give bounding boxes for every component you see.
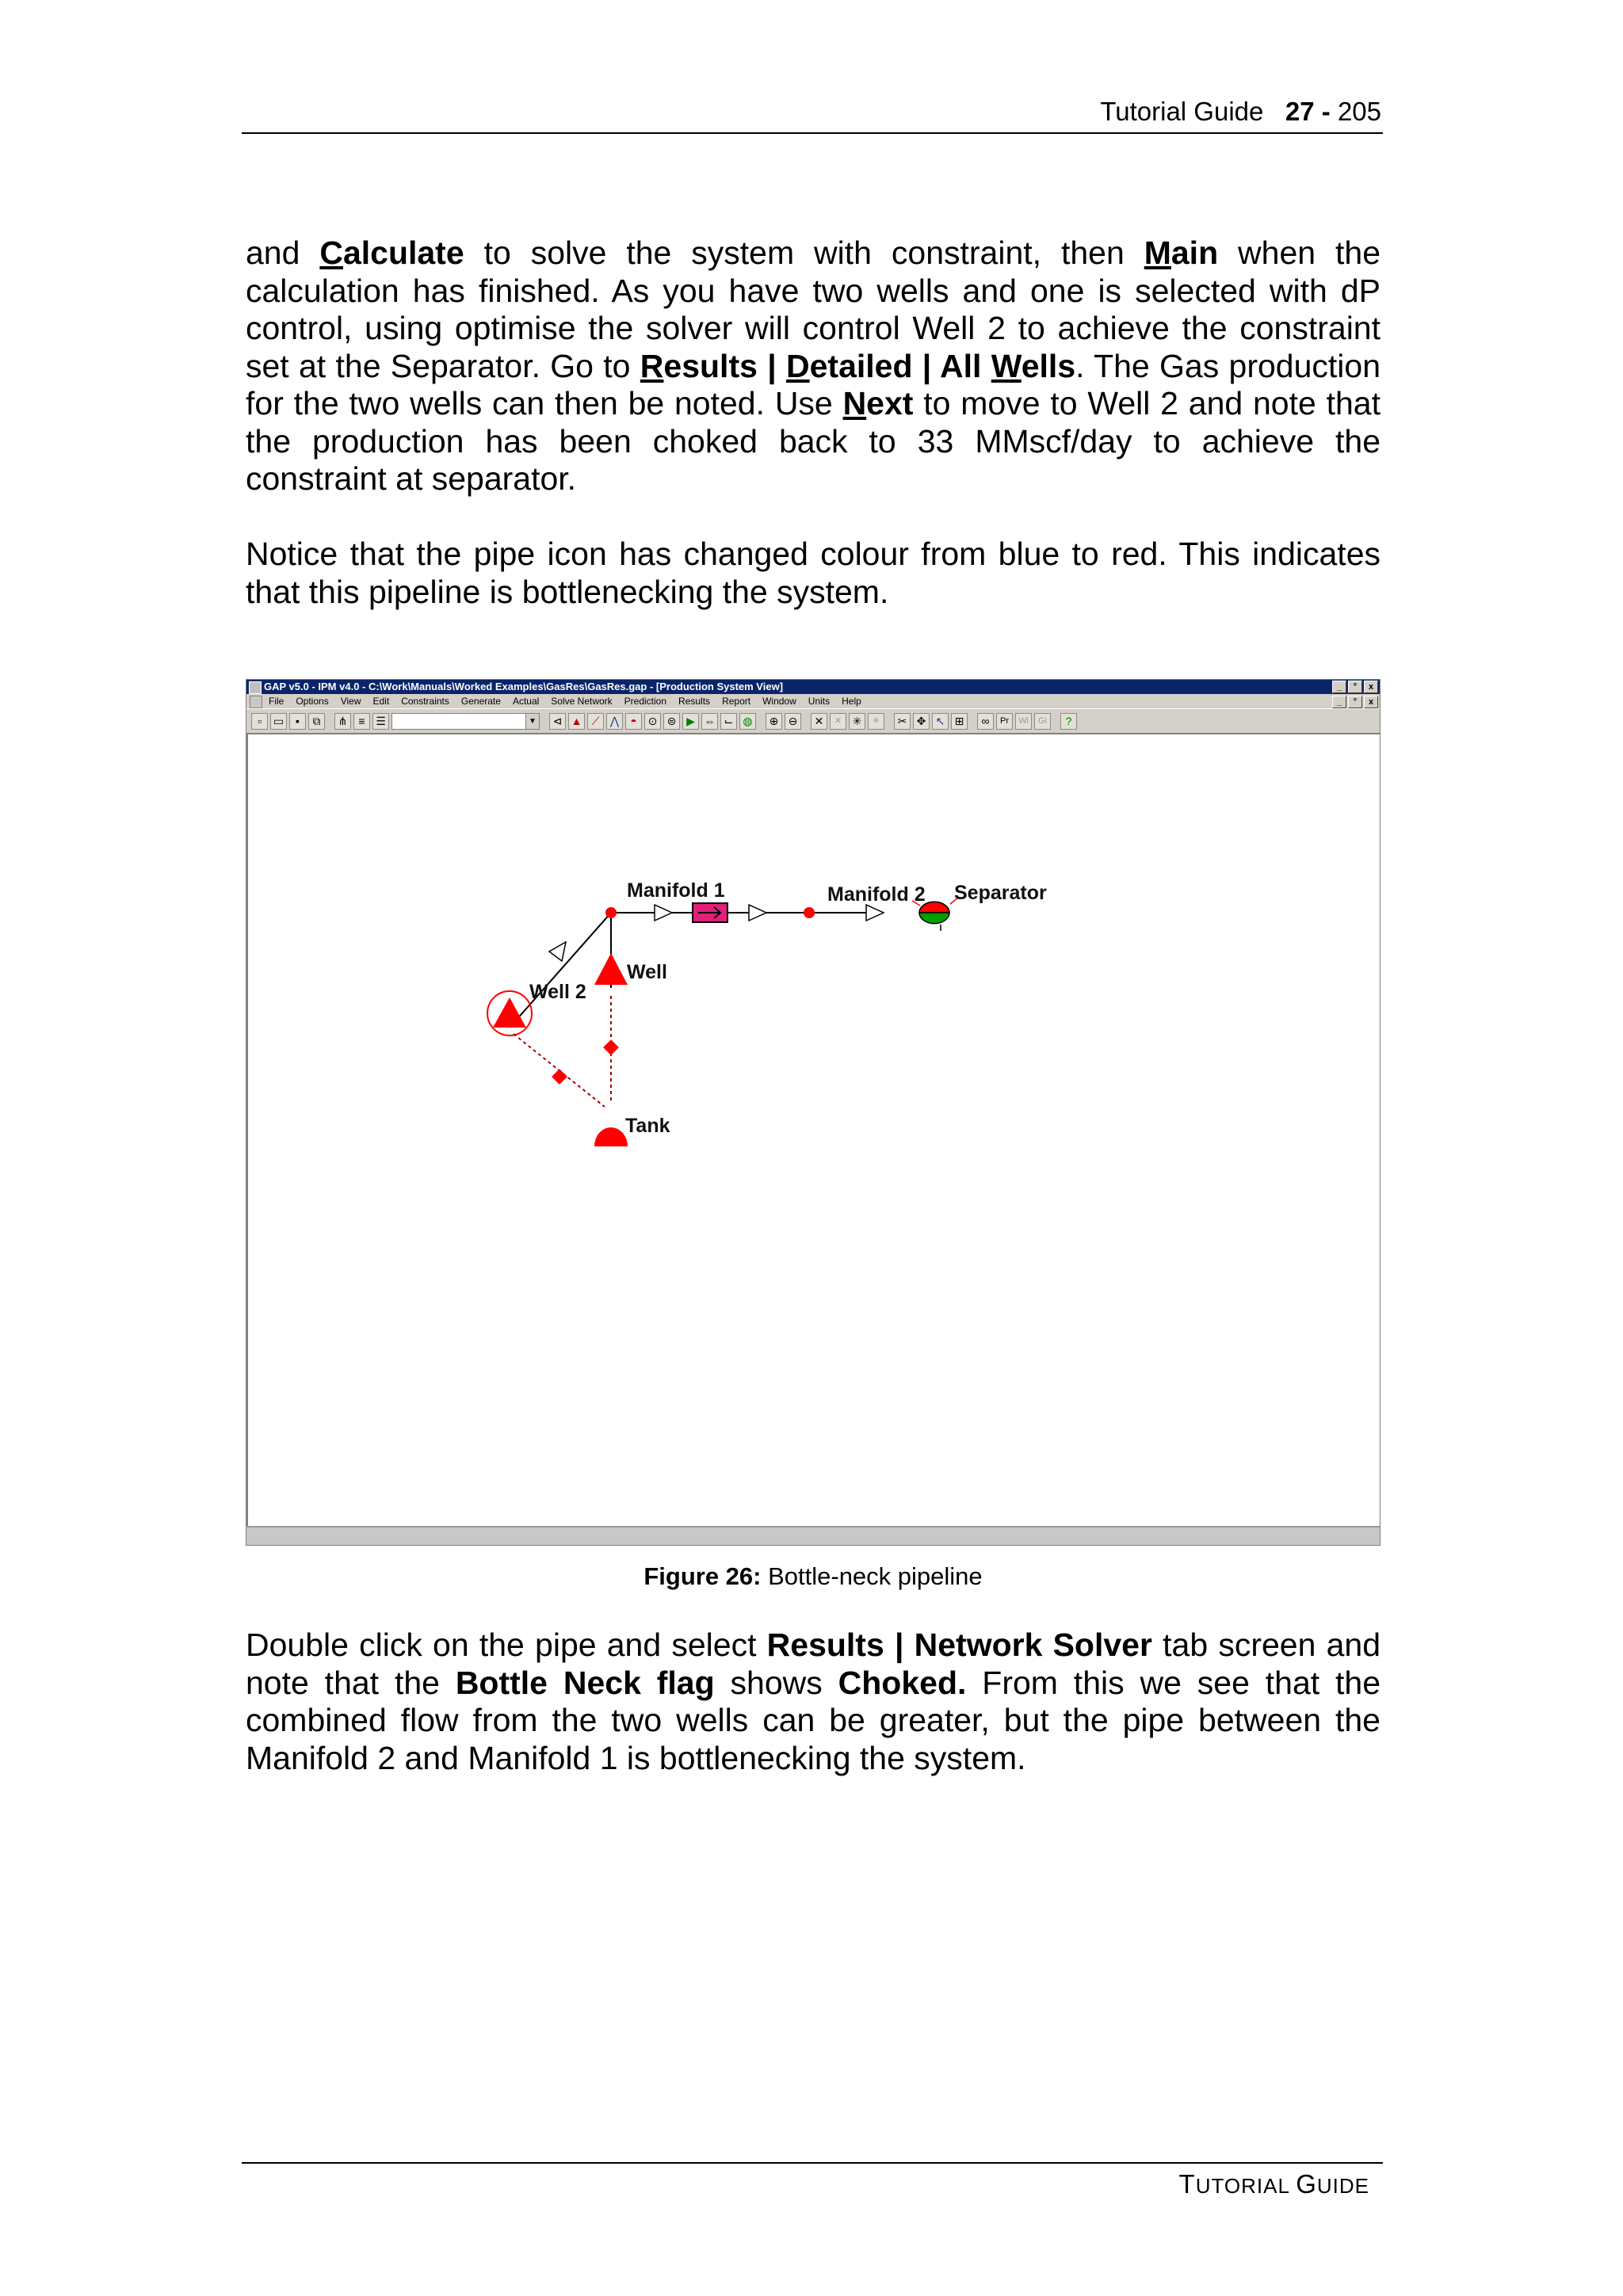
menu-options[interactable]: Options bbox=[296, 696, 329, 707]
results-command bbox=[640, 348, 1075, 384]
delete-icon[interactable]: ✕ bbox=[811, 713, 827, 730]
text: and bbox=[246, 235, 320, 271]
figure-label: Figure 26: bbox=[643, 1562, 762, 1590]
results-network-solver-command: Results | Network Solver bbox=[766, 1627, 1152, 1663]
globe-icon[interactable]: ◍ bbox=[739, 713, 756, 730]
document-window-buttons bbox=[1332, 696, 1378, 708]
window-buttons bbox=[1332, 681, 1378, 693]
footer-letter: T bbox=[1178, 2169, 1196, 2199]
copy-icon[interactable]: ⧉ bbox=[308, 713, 325, 730]
open-folder-icon[interactable]: ▭ bbox=[270, 713, 287, 730]
toolbar-gi-button[interactable]: Gi bbox=[1034, 713, 1051, 730]
list-icon[interactable]: ☰ bbox=[372, 713, 389, 730]
text: esults bbox=[663, 347, 758, 384]
hotkey: C bbox=[319, 235, 343, 271]
text: From this we see that the combined flow from the two wells can be greater, but the pipe between the Manifold 2 and Manifold 1 is bottlenecking the system. bbox=[246, 1664, 1381, 1776]
text: ext bbox=[866, 385, 914, 421]
toolbar-wi-button[interactable]: Wi bbox=[1015, 713, 1032, 730]
tank-label: Tank bbox=[625, 1115, 670, 1137]
print-icon[interactable]: ≡ bbox=[353, 713, 370, 730]
tank-link-node-icon bbox=[552, 1069, 567, 1085]
help-icon[interactable]: ? bbox=[1060, 713, 1077, 730]
text: when the calculation has finished. As you have two wells and one is selected with dP control, using optimise the solver will control Well 2 to achieve the constraint set at the Separator. Go to bbox=[246, 235, 1381, 384]
maximize-button[interactable]: ° bbox=[1348, 681, 1362, 693]
tank-tool-icon[interactable]: ◓ bbox=[625, 713, 642, 730]
text: tab screen and note that the bbox=[246, 1627, 1381, 1701]
header-title: Tutorial Guide bbox=[1100, 97, 1264, 126]
horizontal-scrollbar[interactable] bbox=[246, 1526, 1380, 1545]
manifold2-joint-icon bbox=[804, 907, 815, 918]
tree-icon[interactable]: ⋔ bbox=[334, 713, 351, 730]
footer-rule bbox=[242, 2162, 1383, 2164]
text: to move to Well 2 and note that the production has been choked back to 33 MMscf/day to achieve the constraint at separator. bbox=[246, 385, 1381, 497]
next-command bbox=[843, 385, 914, 421]
disable-icon[interactable]: ✕ bbox=[830, 713, 846, 730]
text: ells bbox=[1021, 347, 1076, 384]
binoculars-icon[interactable]: ∞ bbox=[977, 713, 994, 730]
cut-icon[interactable]: ✂ bbox=[894, 713, 911, 730]
tank-icon bbox=[594, 1127, 628, 1146]
well-tool-icon[interactable]: ▲ bbox=[568, 713, 585, 730]
menu-generate[interactable]: Generate bbox=[460, 696, 501, 707]
text: shows bbox=[714, 1664, 838, 1701]
menu-results[interactable]: Results bbox=[678, 696, 711, 707]
hotkey: R bbox=[640, 347, 664, 384]
gap-screenshot bbox=[246, 679, 1381, 1546]
header-rule bbox=[242, 132, 1383, 134]
footer-letters: UTORIAL bbox=[1195, 2174, 1296, 2198]
well2-label: Well 2 bbox=[529, 981, 586, 1003]
header-chapter: 27 - bbox=[1285, 97, 1331, 126]
screenshot-titlebar bbox=[246, 680, 1380, 694]
page-header bbox=[1100, 97, 1381, 127]
flow-arrow-icon bbox=[655, 905, 672, 921]
figure-caption bbox=[246, 1562, 1381, 1591]
pipe-well2 bbox=[510, 913, 611, 1028]
menu-constraints[interactable]: Constraints bbox=[401, 696, 449, 707]
run-icon[interactable]: ▶ bbox=[682, 713, 699, 730]
well-label: Well bbox=[627, 961, 667, 983]
screenshot-toolbar bbox=[246, 708, 1380, 734]
pointer-icon[interactable]: ↖ bbox=[932, 713, 949, 730]
menu-file[interactable]: File bbox=[269, 696, 285, 707]
menu-view[interactable]: View bbox=[340, 696, 361, 707]
page-footer bbox=[1179, 2169, 1369, 2199]
asterisk-icon[interactable]: ✳ bbox=[849, 713, 865, 730]
asterisk-disabled-icon[interactable]: ✳ bbox=[868, 713, 884, 730]
text: | All bbox=[912, 347, 991, 384]
calculate-command bbox=[319, 235, 464, 271]
menu-help[interactable]: Help bbox=[842, 696, 861, 707]
close-button[interactable]: x bbox=[1364, 681, 1378, 693]
inject-tool-icon[interactable]: ⟋ bbox=[587, 713, 604, 730]
doc-minimize-button[interactable]: _ bbox=[1332, 696, 1346, 708]
doc-restore-button[interactable]: ° bbox=[1348, 696, 1362, 708]
menu-units[interactable]: Units bbox=[808, 696, 831, 707]
save-icon[interactable]: ▪ bbox=[289, 713, 306, 730]
flow-arrow-icon bbox=[866, 905, 884, 921]
hotkey: N bbox=[842, 385, 867, 421]
move-icon[interactable]: ✥ bbox=[913, 713, 930, 730]
pipe-tool-icon[interactable]: ⋀ bbox=[606, 713, 623, 730]
menu-solve-network[interactable]: Solve Network bbox=[551, 696, 613, 707]
bottle-neck-flag-term: Bottle Neck flag bbox=[455, 1664, 715, 1701]
join-icon[interactable]: ⊲ bbox=[549, 713, 566, 730]
text: etailed bbox=[809, 347, 913, 384]
manifold2-label: Manifold 2 bbox=[827, 883, 926, 906]
figure-text: Bottle-neck pipeline bbox=[761, 1562, 983, 1590]
minimize-button[interactable]: _ bbox=[1332, 681, 1346, 693]
well-icon bbox=[594, 953, 628, 985]
zoom-out-icon[interactable]: ⊖ bbox=[785, 713, 801, 730]
menu-edit[interactable]: Edit bbox=[372, 696, 390, 707]
paragraph-calculate bbox=[246, 235, 1381, 498]
production-system-view[interactable] bbox=[246, 734, 1381, 1527]
text: | bbox=[757, 347, 786, 384]
screenshot-menubar bbox=[246, 694, 1380, 708]
document-icon bbox=[250, 696, 262, 708]
manifold1-joint-icon bbox=[605, 907, 617, 918]
paragraph-bottle-neck bbox=[246, 1627, 1381, 1777]
footer-letters: UIDE bbox=[1316, 2174, 1369, 2198]
hotkey: D bbox=[786, 347, 810, 384]
footer-letter: G bbox=[1296, 2169, 1317, 2199]
zoom-in-icon[interactable]: ⊕ bbox=[766, 713, 782, 730]
flow-arrow-icon bbox=[749, 905, 766, 921]
text: alculate bbox=[342, 235, 464, 271]
flow-arrow-icon bbox=[549, 942, 566, 961]
screenshot-title: GAP v5.0 - IPM v4.0 - C:\Work\Manuals\Worked Examples\GasRes\GasRes.gap - [Production System View] bbox=[264, 681, 784, 692]
menu-prediction[interactable]: Prediction bbox=[624, 696, 667, 707]
header-page-number: 205 bbox=[1337, 97, 1381, 126]
text: . The Gas production for the two wells can then be noted. Use bbox=[246, 347, 1381, 421]
text: Double click on the pipe and select bbox=[246, 1627, 767, 1663]
menu-window[interactable]: Window bbox=[762, 696, 796, 707]
hotkey: W bbox=[991, 347, 1022, 384]
combo-arrow-icon[interactable]: ▼ bbox=[525, 714, 539, 729]
text: ain bbox=[1170, 235, 1219, 271]
paragraph-pipe-colour: Notice that the pipe icon has changed colour from blue to red. This indicates that this pipeline is bottlenecking the system. bbox=[246, 536, 1381, 610]
grid-icon[interactable]: ⊞ bbox=[951, 713, 968, 730]
menu-actual[interactable]: Actual bbox=[512, 696, 540, 707]
separator-label: Separator bbox=[954, 882, 1047, 904]
toolbar-pr-button[interactable]: Pr bbox=[996, 713, 1013, 730]
app-icon bbox=[249, 681, 262, 694]
separator-tool-icon[interactable]: ⊜ bbox=[663, 713, 680, 730]
system-selector-combo[interactable] bbox=[391, 713, 540, 730]
menu-report[interactable]: Report bbox=[722, 696, 751, 707]
doc-close-button[interactable]: x bbox=[1364, 696, 1378, 708]
well2-icon bbox=[493, 997, 526, 1028]
network-diagram bbox=[248, 734, 1381, 1527]
text: to solve the system with constraint, then bbox=[464, 235, 1144, 271]
tank-link-node-icon bbox=[603, 1039, 619, 1055]
link-tool-icon[interactable]: ⌙ bbox=[720, 713, 737, 730]
joint-tool-icon[interactable]: ⊙ bbox=[644, 713, 661, 730]
main-command bbox=[1144, 235, 1218, 271]
new-file-icon[interactable]: ▫ bbox=[251, 713, 268, 730]
choked-term: Choked. bbox=[838, 1664, 967, 1701]
hotkey: M bbox=[1144, 235, 1171, 271]
valve-tool-icon[interactable]: ⇔ bbox=[701, 713, 718, 730]
manifold1-label: Manifold 1 bbox=[627, 879, 725, 902]
